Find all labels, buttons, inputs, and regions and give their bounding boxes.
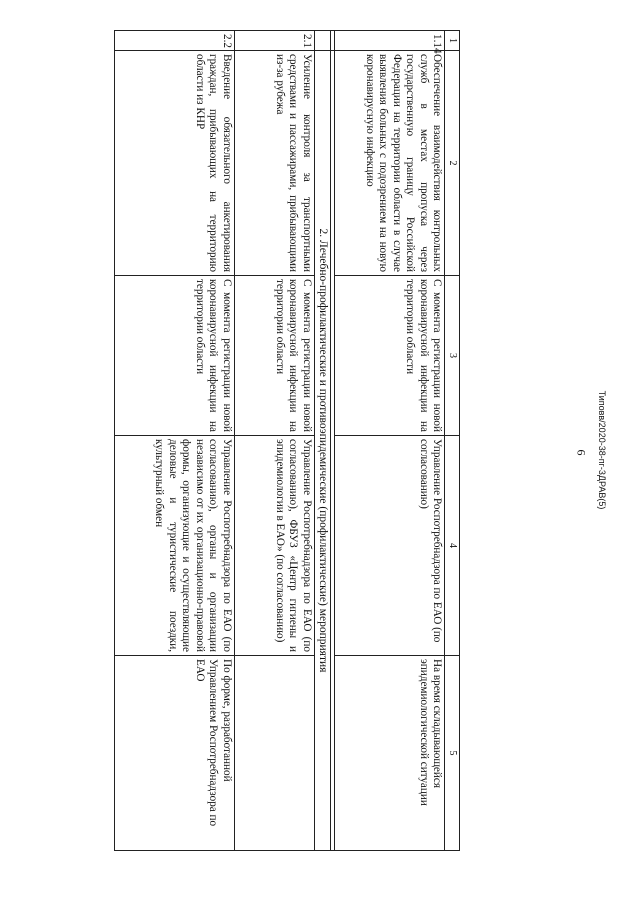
measure-cell: Введение обязательного анкетирования граждан, прибывающих на территорию области из КНР (115, 51, 235, 276)
header-col-4: 4 (445, 436, 460, 656)
result-cell (235, 656, 315, 851)
header-col-1: 1 (445, 31, 460, 51)
term-cell: С момента регистрации новой коронавирусной инфекции на территории области (115, 276, 235, 436)
header-col-3: 3 (445, 276, 460, 436)
header-col-5: 5 (445, 656, 460, 851)
spacer-row (331, 31, 335, 851)
executor-cell: Управление Роспотребнадзора по ЕАО (по согласованию), ФБУЗ «Центр гигиены и эпидемиологии в ЕАО» (по согласованию) (235, 436, 315, 656)
page-number: 6 (574, 449, 589, 456)
header-row (445, 31, 460, 851)
rotated-page-container (80, 30, 460, 850)
document-footer-code: Типовв/2020-38-пг-3ДРАВ(5) (597, 390, 607, 510)
table-row (235, 31, 315, 851)
measure-cell: Усиление контроля за транспортными средствами и пассажирами, прибывающими из-за рубежа (235, 51, 315, 276)
measure-cell: Обеспечение взаимодействия контрольных служб в местах пропуска через государственную границу Российской Федерации на территории области в случае выявления больных с подозрением на новую коронавирусную инфекцию (335, 51, 445, 276)
row-number: 1.14 (335, 31, 445, 51)
section-row (315, 31, 332, 851)
term-cell: С момента регистрации новой коронавирусной инфекции на территории области (235, 276, 315, 436)
table-row (335, 31, 445, 851)
section-title: 2. Лечебно-профилактические и противоэпидемические (профилактические) мероприятия (315, 51, 332, 851)
result-cell: На время складывающейся эпидемиологической ситуации (335, 656, 445, 851)
header-col-2: 2 (445, 51, 460, 276)
row-number: 2.1 (235, 31, 315, 51)
row-number: 2.2 (115, 31, 235, 51)
executor-cell: Управление Роспотребнадзора по ЕАО (по согласованию) (335, 436, 445, 656)
landscape-table-area (80, 30, 460, 850)
measures-table (114, 30, 460, 851)
result-cell: По форме, разработанной Управлением Роспотребнадзора по ЕАО (115, 656, 235, 851)
table-row (115, 31, 235, 851)
executor-cell: Управление Роспотребнадзора по ЕАО (по согласованию), органы и организации независимо от их организационно-правовой формы, организующие и осуществляющие деловые и туристические поездки, культурный обмен (115, 436, 235, 656)
term-cell: С момента регистрации новой коронавирусной инфекции на территории области (335, 276, 445, 436)
